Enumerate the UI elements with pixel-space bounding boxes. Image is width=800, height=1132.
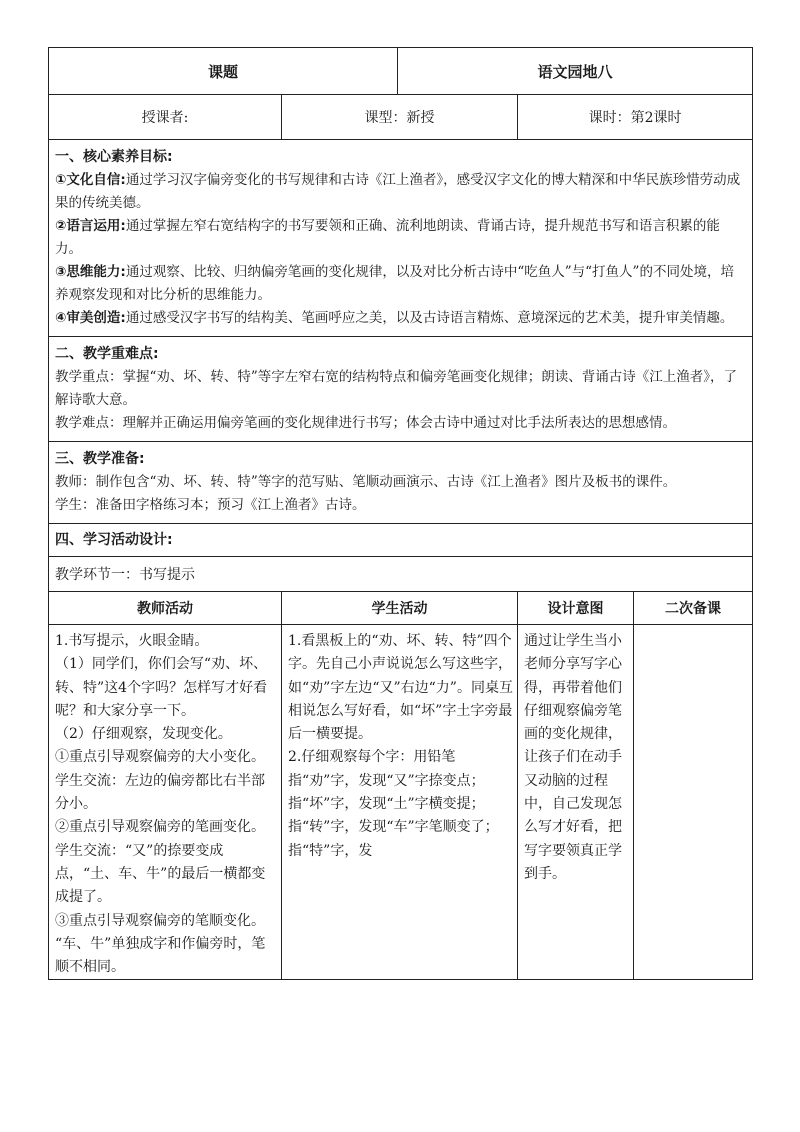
column-header: 学生活动 — [282, 592, 518, 625]
teacher-activity-line: 学生交流：“又”的捺要变成点，“土、车、牛”的最后一横都变成提了。 — [55, 842, 266, 906]
goal-text: 通过学习汉字偏旁变化的书写规律和古诗《江上渔者》，感受汉字文化的博大精深和中华民族珍惜劳动成果的传统美德。 — [55, 172, 741, 211]
teaching-link-row — [49, 557, 753, 592]
topic-label: 课题 — [49, 48, 398, 95]
teacher-activity-line: ②重点引导观察偏旁的笔画变化。 — [55, 819, 265, 836]
teacher-activity-line: “车、牛”单独成字和作偏旁时，笔顺不相同。 — [55, 935, 266, 976]
section-title: 二、教学重难点: — [55, 346, 159, 362]
topic-value: 语文园地八 — [398, 48, 753, 95]
key-difficulty: 教学难点：理解并正确运用偏旁笔画的变化规律进行书写；体会古诗中通过对比手法所表达的思想感情。 — [55, 415, 676, 431]
teacher-activity-line: 1.书写提示，火眼金睛。 — [55, 633, 209, 649]
goal-item — [55, 215, 746, 261]
student-activity-line: 1.看黑板上的“劝、坏、转、特”四个字。先自己小声说说怎么写这些字，如“劝”字左边“又”右边“力”。同桌互相说怎么写好看，如“坏”字土字旁最后一横要提。 — [288, 633, 513, 743]
activity-row — [49, 625, 753, 980]
teacher-activity-line: ③重点引导观察偏旁的笔顺变化。 — [55, 912, 265, 929]
section-preparation — [49, 442, 753, 524]
column-header: 教师活动 — [49, 592, 282, 625]
section-key-points — [49, 337, 753, 442]
section-title: 三、教学准备: — [55, 451, 145, 467]
goal-label: ①文化自信: — [55, 172, 126, 188]
goal-label: ④审美创造: — [55, 310, 126, 326]
teacher-activity-line: 学生交流：左边的偏旁都比右半部分小。 — [55, 772, 265, 813]
student-activity-cell — [282, 625, 518, 980]
lesson-period: 课时：第2课时 — [518, 95, 753, 140]
goal-text: 通过掌握左窄右宽结构字的书写要领和正确、流利地朗读、背诵古诗，提升规范书写和语言积累的能力。 — [55, 218, 720, 257]
column-header: 设计意图 — [518, 592, 634, 625]
lesson-plan-table — [48, 47, 753, 980]
goal-label: ③思维能力: — [55, 264, 126, 280]
lesson-type: 课型：新授 — [282, 95, 518, 140]
goal-item — [55, 261, 746, 307]
second-prep-cell — [634, 625, 753, 980]
teacher-field: 授课者: — [49, 95, 282, 140]
teacher-activity-cell — [49, 625, 282, 980]
teaching-link: 教学环节一：书写提示 — [49, 557, 753, 592]
design-intent-cell — [518, 625, 634, 980]
lesson-plan — [48, 47, 752, 980]
teacher-activity-line: ①重点引导观察偏旁的大小变化。 — [55, 749, 265, 766]
section-title: 四、学习活动设计: — [49, 524, 753, 557]
prep-teacher: 教师：制作包含“劝、坏、转、特”等字的范写贴、笔顺动画演示、古诗《江上渔者》图片及板书的课件。 — [55, 474, 677, 490]
goal-text: 通过观察、比较、归纳偏旁笔画的变化规律，以及对比分析古诗中“吃鱼人”与“打鱼人”的不同处境，培养观察发现和对比分析的思维能力。 — [55, 264, 734, 303]
column-header: 二次备课 — [634, 592, 753, 625]
teacher-activity-line: （2）仔细观察，发现变化。 — [55, 726, 232, 743]
column-header-row — [49, 592, 753, 625]
info-row — [49, 95, 753, 140]
goal-text: 通过感受汉字书写的结构美、笔画呼应之美，以及古诗语言精炼、意境深远的艺术美，提升审美情趣。 — [125, 310, 734, 326]
student-activity-line: 2.仔细观察每个字：用铅笔指“劝”字，发现“又”字捺变点；指“坏”字，发现“土”字横变提；指“转”字，发现“车”字笔顺变了；指“特”字，发 — [288, 749, 499, 859]
goal-item — [55, 307, 746, 330]
section-goals — [49, 140, 753, 337]
teacher-activity-line: （1）同学们，你们会写“劝、坏、转、特”这4个字吗？怎样写才好看呢？和大家分享一下。 — [55, 656, 268, 719]
design-intent-text: 通过让学生当小老师分享写字心得，再带着他们仔细观察偏旁笔画的变化规律，让孩子们在动手又动脑的过程中，自己发现怎么写才好看，把写字要领真正学到手。 — [524, 633, 623, 882]
goal-label: ②语言运用: — [55, 218, 126, 234]
key-focus: 教学重点：掌握“劝、坏、转、特”等字左窄右宽的结构特点和偏旁笔画变化规律；朗读、背诵古诗《江上渔者》，了解诗歌大意。 — [55, 369, 738, 408]
topic-row — [49, 48, 753, 95]
section-title: 一、核心素养目标: — [55, 149, 173, 165]
goal-item — [55, 169, 746, 215]
section-activities — [49, 524, 753, 557]
prep-student: 学生：准备田字格练习本；预习《江上渔者》古诗。 — [55, 497, 366, 513]
